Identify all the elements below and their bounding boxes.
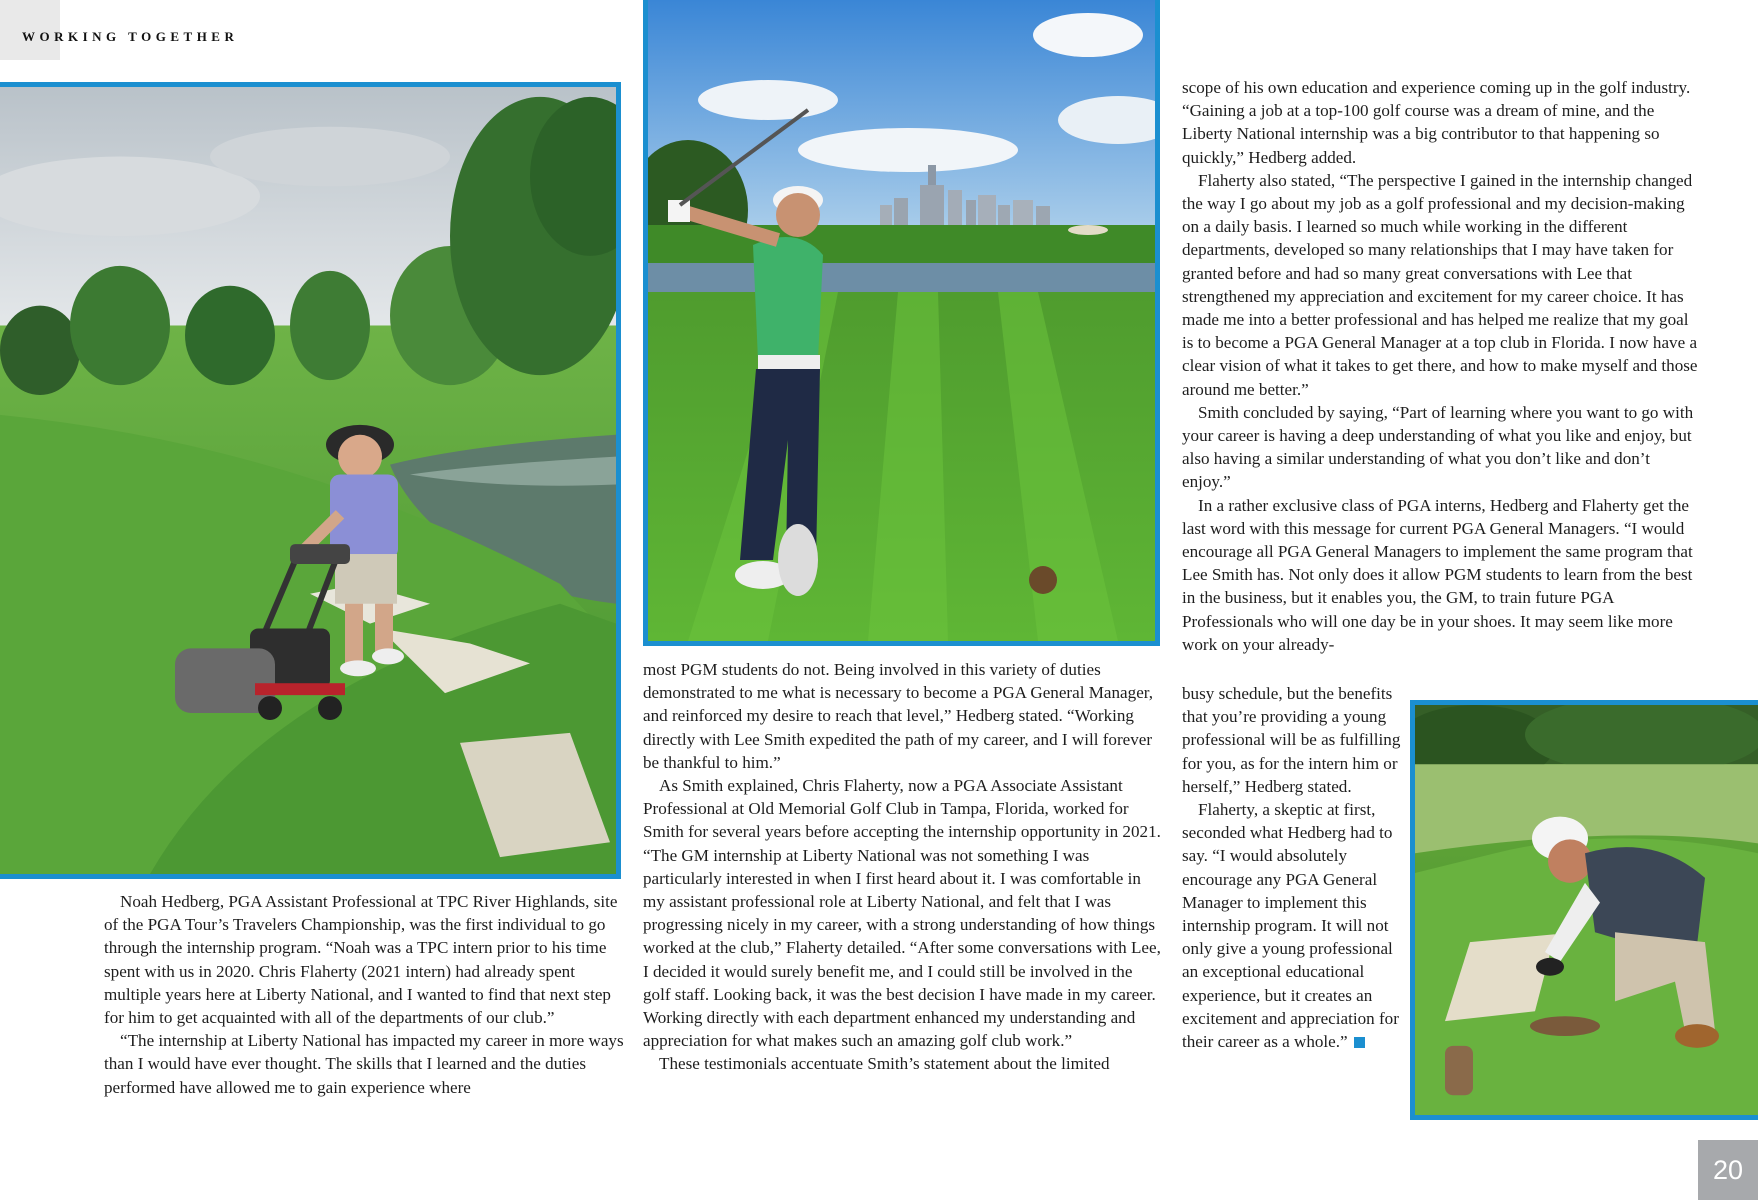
final-paragraph-text: Flaherty, a skeptic at first, seconded what Hedberg had to say. “I would absolutely encourage any PGA General Manager to implement this internship program. It will not only give a young professional an exceptional educational experience, but it creates an excitement and appreciation for their career as a whole.” xyxy=(1182,800,1399,1052)
paragraph: busy schedule, but the benefits that you’re providing a young professional will be as fulfilling for you, as for the intern him or herself,” Hedberg stated. xyxy=(1182,684,1401,796)
kneel-photo-illustration xyxy=(1415,705,1758,1115)
paragraph xyxy=(1182,798,1402,1053)
section-label: WORKING TOGETHER xyxy=(22,29,239,44)
end-of-article-mark xyxy=(1354,1037,1365,1048)
paragraph: As Smith explained, Chris Flaherty, now a PGA Associate Assistant Professional at Old Memorial Golf Club in Tampa, Florida, worked for Smith for several years before accepting the internship opportunity in 2021. “The GM internship at Liberty National was not something I was particularly interested in when I first heard about it. I was comfortable in my assistant professional role at Liberty National, and felt that I was progressing nicely in my career, with a strong understanding of how things worked at the club,” Flaherty detailed. “After some conversations with Lee, I decided it would surely benefit me, and I could still be involved in the golf staff. Looking back, it was the best decision I have made in my career. Working directly with each department enhanced my understanding and appreciation for what makes such an amazing golf club work.” xyxy=(643,776,1161,1051)
cup-changing-photo xyxy=(1410,700,1758,1120)
paragraph: In a rather exclusive class of PGA interns, Hedberg and Flaherty get the last word with this message for current PGA General Managers. “I would encourage all PGA General Managers to implement the same program that Lee Smith has. Not only does it allow PGM students to learn from the best in the business, but it enables you, the GM, to train future PGA Professionals who will one day be in your shoes. It may seem like more work on your already- xyxy=(1182,495,1693,654)
article-column-1 xyxy=(104,890,624,1099)
paragraph: most PGM students do not. Being involved in this variety of duties demonstrated to me what is necessary to become a PGA General Manager, and reinforced my desire to reach that level,” Hedberg stated. “Working directly with Lee Smith expedited the path of my career, and I will forever be thankful to him.” xyxy=(643,660,1154,772)
mower-photo-illustration xyxy=(0,87,616,874)
golf-course-mower-photo xyxy=(0,82,621,879)
article-column-2 xyxy=(643,658,1163,1076)
golfer-teeing-off-photo xyxy=(643,0,1160,646)
paragraph: scope of his own education and experience coming up in the golf industry. “Gaining a job at a top-100 golf course was a dream of mine, and the Liberty National internship was a big contributor to that happening so quickly,” Hedberg added. xyxy=(1182,78,1691,167)
article-column-3-narrow xyxy=(1182,682,1402,1053)
article-column-3 xyxy=(1182,76,1702,656)
page-number: 20 xyxy=(1698,1140,1758,1200)
paragraph: Noah Hedberg, PGA Assistant Professional at TPC River Highlands, site of the PGA Tour’s Travelers Championship, was the first individual to go through the internship program. “Noah was a TPC intern prior to his time spent with us in 2020. Chris Flaherty (2021 intern) had already spent multiple years here at Liberty National, and I wanted to find that next step for him to get acquainted with all of the departments of our club.” xyxy=(104,892,618,1028)
paragraph: Flaherty also stated, “The perspective I gained in the internship changed the way I go about my job as a golf professional and my decision-making on a daily basis. I learned so much while working in the different departments, developed so many relationships that I may have taken for granted before and had so many great conversations with Lee that strengthened my appreciation and excitement for my career choice. It has made me into a better professional and has helped me realize that my goal is to become a PGA General Manager at a top club in Florida. I now have a clear vision of what it takes to get there, and how to make myself and those around me better.” xyxy=(1182,170,1698,399)
paragraph: “The internship at Liberty National has impacted my career in more ways than I would have ever thought. The skills that I learned and the duties performed have allowed me to gain experience where xyxy=(104,1031,624,1097)
paragraph: Smith concluded by saying, “Part of learning where you want to go with your career is having a deep understanding of what you like and enjoy, but also having a similar understanding of what you don’t like and don’t enjoy.” xyxy=(1182,402,1694,492)
paragraph: These testimonials accentuate Smith’s statement about the limited xyxy=(659,1054,1110,1074)
golfer-photo-illustration xyxy=(648,0,1155,641)
